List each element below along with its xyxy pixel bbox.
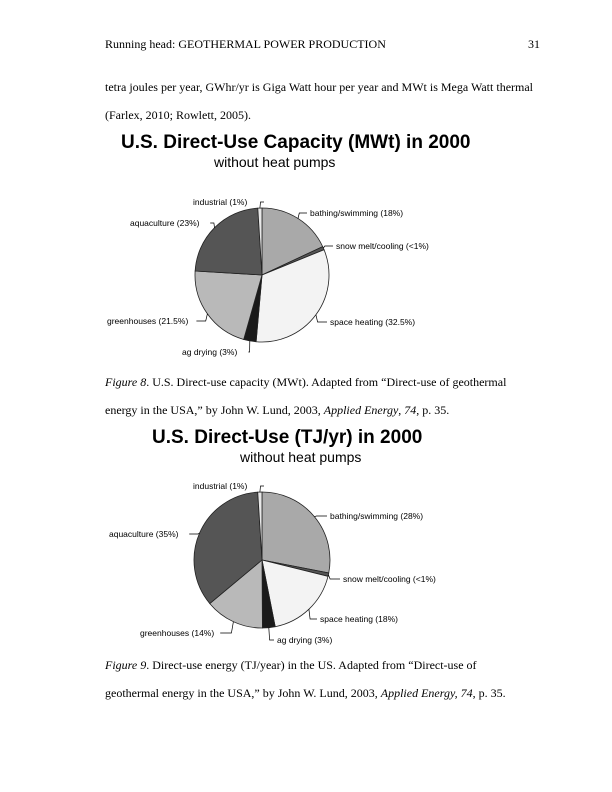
chart1-label-industrial: industrial (1%) [193, 197, 248, 207]
chart1-title: U.S. Direct-Use Capacity (MWt) in 2000 [121, 132, 471, 153]
chart1-label-space-heating: space heating (32.5%) [330, 317, 416, 327]
chart1-label-aquaculture: aquaculture (23%) [130, 218, 200, 228]
figure9-caption-line-1 [105, 658, 477, 673]
body-text-line-2: (Farlex, 2010; Rowlett, 2005). [105, 108, 251, 122]
figure9-label: Figure 9 [105, 658, 147, 672]
body-text-line-1: tetra joules per year, GWhr/yr is Giga Watt hour per year and MWt is Mega Watt thermal [105, 80, 534, 94]
chart2-leader-space-heating [309, 609, 317, 619]
chart2-title: U.S. Direct-Use (TJ/yr) in 2000 [152, 427, 423, 448]
chart2-label-bathing-swimming: bathing/swimming (28%) [330, 511, 424, 521]
chart2-slice-bathing-swimming [262, 492, 330, 573]
figure8-sep: , [398, 403, 405, 417]
figure8-text: . U.S. Direct-use capacity (MWt). Adapted from “Direct-use of geothermal [146, 375, 507, 389]
running-head: Running head: GEOTHERMAL POWER PRODUCTION [105, 37, 386, 51]
page-number: 31 [528, 37, 540, 51]
chart2-leader-bathing-swimming [315, 516, 328, 517]
chart1-label-snow-melt-cooling: snow melt/cooling (<1%) [336, 241, 429, 251]
figure9-page: , p. 35. [472, 686, 506, 700]
chart2-leader-ag-drying [269, 628, 274, 640]
chart2-label-ag-drying: ag drying (3%) [277, 635, 333, 645]
chart2-leader-aquaculture [189, 533, 199, 534]
figure9-journal: Applied Energy, 74 [380, 686, 473, 700]
chart2-leader-snow-melt-cooling [328, 575, 340, 579]
chart1-label-bathing-swimming: bathing/swimming (18%) [310, 208, 404, 218]
chart2-leader-greenhouses [220, 622, 233, 633]
chart1-label-greenhouses: greenhouses (21.5%) [107, 316, 189, 326]
figure9-text: . Direct-use energy (TJ/year) in the US. Adapted from “Direct-use of [146, 658, 477, 672]
figure8-citation: energy in the USA,” by John W. Lund, 2003, [105, 403, 324, 417]
chart1-label-ag-drying: ag drying (3%) [182, 347, 238, 357]
figure8-volume: 74 [404, 403, 417, 417]
chart2-leader-industrial [260, 486, 264, 492]
chart2-subtitle: without heat pumps [240, 449, 362, 465]
chart2-label-industrial: industrial (1%) [193, 481, 248, 491]
figure8-label: Figure 8 [105, 375, 147, 389]
figure8-page: , p. 35. [416, 403, 450, 417]
chart2-label-aquaculture: aquaculture (35%) [109, 529, 179, 539]
figure8-journal: Applied Energy [323, 403, 399, 417]
chart2-label-space-heating: space heating (18%) [320, 614, 398, 624]
chart1-subtitle: without heat pumps [214, 154, 336, 170]
figure9-caption-line-2 [105, 686, 506, 701]
chart2-label-snow-melt-cooling: snow melt/cooling (<1%) [343, 574, 436, 584]
figure9-citation: geothermal energy in the USA,” by John W. Lund, 2003, [105, 686, 381, 700]
chart2-label-greenhouses: greenhouses (14%) [140, 628, 215, 638]
